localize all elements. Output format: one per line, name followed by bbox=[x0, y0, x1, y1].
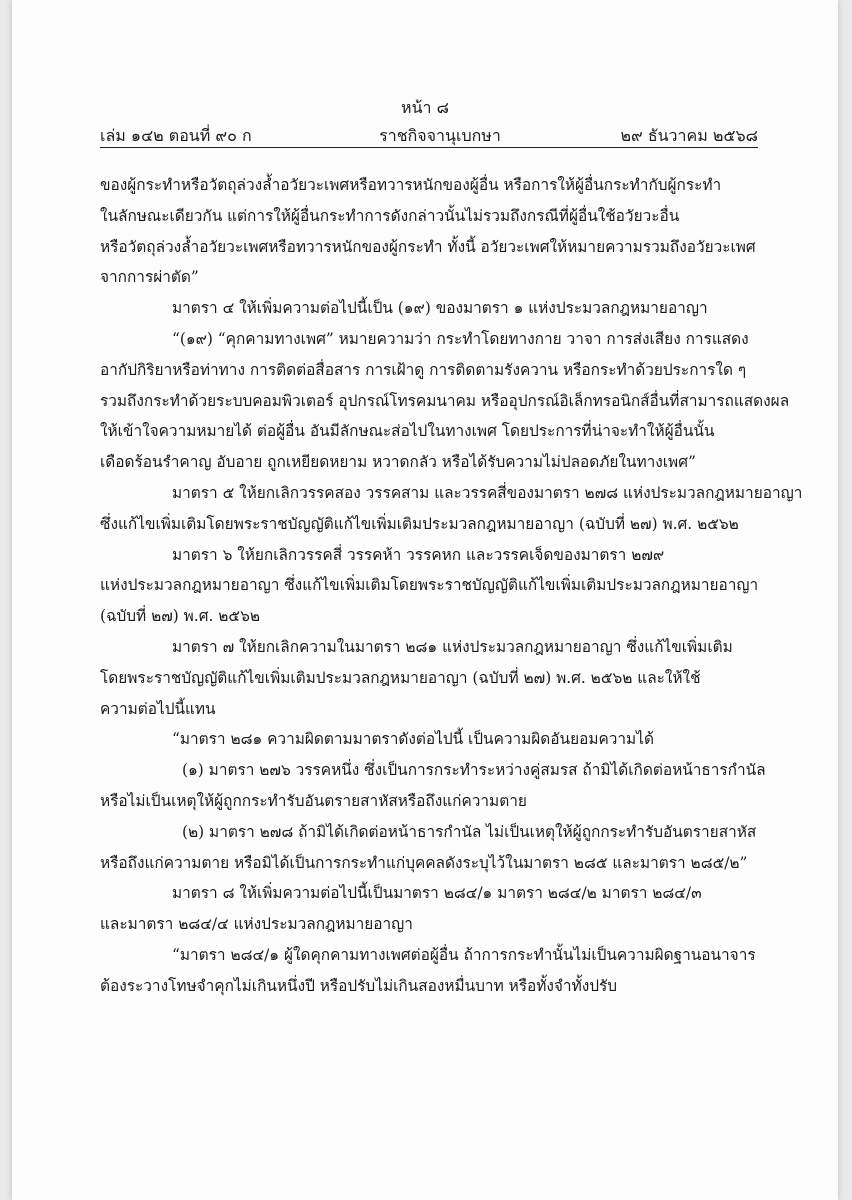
document-page bbox=[12, 0, 838, 1200]
text-line: อากัปกิริยาหรือท่าทาง การติดต่อสื่อสาร การเฝ้าดู การติดตามรังควาน หรือกระทำด้วยประการใด ๆ bbox=[100, 360, 747, 379]
section-284-1-line: “มาตรา ๒๘๔/๑ ผู้ใดคุกคามทางเพศต่อผู้อื่น ถ้าการกระทำนั้นไม่เป็นความผิดฐานอนาจาร bbox=[172, 945, 756, 964]
clause-2-line: (๒) มาตรา ๒๗๘ ถ้ามิได้เกิดต่อหน้าธารกำนัล ไม่เป็นเหตุให้ผู้ถูกกระทำรับอันตรายสาหัส bbox=[182, 822, 757, 841]
page-number: หน้า ๘ bbox=[401, 98, 449, 117]
text-line: หรือไม่เป็นเหตุให้ผู้ถูกกระทำรับอันตรายสาหัสหรือถึงแก่ความตาย bbox=[100, 791, 527, 810]
text-line: รวมถึงกระทำด้วยระบบคอมพิวเตอร์ อุปกรณ์โทรคมนาคม หรืออุปกรณ์อิเล็กทรอนิกส์อื่นที่สามารถแสดงผล bbox=[100, 391, 790, 410]
volume-issue: เล่ม ๑๔๒ ตอนที่ ๙๐ ก bbox=[100, 126, 252, 145]
section-5-heading: มาตรา ๕ ให้ยกเลิกวรรคสอง วรรคสาม และวรรคสี่ของมาตรา ๒๗๘ แห่งประมวลกฎหมายอาญา bbox=[172, 483, 803, 502]
text-line: โดยพระราชบัญญัติแก้ไขเพิ่มเติมประมวลกฎหมายอาญา (ฉบับที่ ๒๗) พ.ศ. ๒๕๖๒ และให้ใช้ bbox=[100, 668, 701, 687]
text-line: ต้องระวางโทษจำคุกไม่เกินหนึ่งปี หรือปรับไม่เกินสองหมื่นบาท หรือทั้งจำทั้งปรับ bbox=[100, 976, 618, 995]
section-8-heading: มาตรา ๘ ให้เพิ่มความต่อไปนี้เป็นมาตรา ๒๘๔/๑ มาตรา ๒๘๔/๒ มาตรา ๒๘๔/๓ bbox=[172, 884, 702, 903]
text-line: และมาตรา ๒๘๔/๔ แห่งประมวลกฎหมายอาญา bbox=[100, 915, 413, 934]
text-line: ซึ่งแก้ไขเพิ่มเติมโดยพระราชบัญญัติแก้ไขเพิ่มเติมประมวลกฎหมายอาญา (ฉบับที่ ๒๗) พ.ศ. ๒๕๖๒ bbox=[100, 514, 739, 533]
text-line: หรือถึงแก่ความตาย หรือมิได้เป็นการกระทำแก่บุคคลดังระบุไว้ในมาตรา ๒๘๕ และมาตรา ๒๘๕/๒” bbox=[100, 853, 748, 872]
section-6-heading: มาตรา ๖ ให้ยกเลิกวรรคสี่ วรรคห้า วรรคหก และวรรคเจ็ดของมาตรา ๒๗๙ bbox=[172, 545, 665, 564]
text-line: ในลักษณะเดียวกัน แต่การให้ผู้อื่นกระทำการดังกล่าวนั้นไม่รวมถึงกรณีที่ผู้อื่นใช้อวัยวะอื่น bbox=[100, 206, 680, 225]
section-4-heading: มาตรา ๔ ให้เพิ่มความต่อไปนี้เป็น (๑๙) ของมาตรา ๑ แห่งประมวลกฎหมายอาญา bbox=[172, 299, 708, 318]
publication-date: ๒๙ ธันวาคม ๒๕๖๘ bbox=[620, 126, 758, 145]
clause-1-line: (๑) มาตรา ๒๗๖ วรรคหนึ่ง ซึ่งเป็นการกระทำระหว่างคู่สมรส ถ้ามิได้เกิดต่อหน้าธารกำนัล bbox=[182, 761, 766, 780]
text-line: หรือวัตถุล่วงล้ำอวัยวะเพศหรือทวารหนักของผู้กระทำ ทั้งนี้ อวัยวะเพศให้หมายความรวมถึงอวัยวะเพศ bbox=[100, 237, 756, 256]
text-line: ความต่อไปนี้แทน bbox=[100, 699, 216, 718]
gazette-header bbox=[100, 124, 758, 146]
text-line: ให้เข้าใจความหมายได้ ต่อผู้อื่น อันมีลักษณะส่อไปในทางเพศ โดยประการที่น่าจะทำให้ผู้อื่นนั้น bbox=[100, 422, 715, 441]
text-line: เดือดร้อนรำคาญ อับอาย ถูกเหยียดหยาม หวาดกลัว หรือได้รับความไม่ปลอดภัยในทางเพศ” bbox=[100, 453, 696, 472]
document-body bbox=[100, 170, 803, 1002]
text-line: จากการผ่าตัด” bbox=[100, 268, 199, 287]
definition-19-line: “(๑๙) “คุกคามทางเพศ” หมายความว่า กระทำโดยทางกาย วาจา การส่งเสียง การแสดง bbox=[172, 329, 749, 348]
section-281-line: “มาตรา ๒๘๑ ความผิดตามมาตราดังต่อไปนี้ เป็นความผิดอันยอมความได้ bbox=[172, 730, 654, 749]
header-divider bbox=[100, 147, 758, 148]
text-line: แห่งประมวลกฎหมายอาญา ซึ่งแก้ไขเพิ่มเติมโดยพระราชบัญญัติแก้ไขเพิ่มเติมประมวลกฎหมายอาญา bbox=[100, 576, 759, 595]
gazette-name: ราชกิจจานุเบกษา bbox=[379, 126, 501, 145]
section-7-heading: มาตรา ๗ ให้ยกเลิกความในมาตรา ๒๘๑ แห่งประมวลกฎหมายอาญา ซึ่งแก้ไขเพิ่มเติม bbox=[172, 637, 733, 656]
text-line: (ฉบับที่ ๒๗) พ.ศ. ๒๕๖๒ bbox=[100, 607, 260, 626]
text-line: ของผู้กระทำหรือวัตถุล่วงล้ำอวัยวะเพศหรือทวารหนักของผู้อื่น หรือการให้ผู้อื่นกระทำกับผู้กระทำ bbox=[100, 176, 722, 194]
